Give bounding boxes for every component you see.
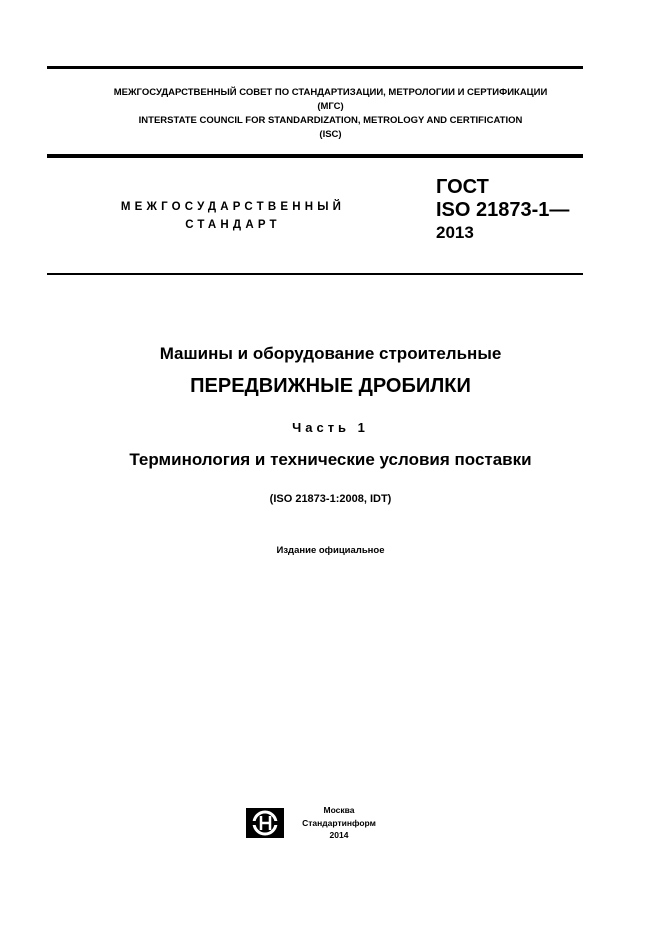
standard-number: ISO 21873-1— [436,199,570,221]
publisher-year: 2014 [329,830,349,840]
council-name-ru: МЕЖГОСУДАРСТВЕННЫЙ СОВЕТ ПО СТАНДАРТИЗАЦИИ, МЕТРОЛОГИИ И СЕРТИФИКАЦИИ [113,87,548,98]
publisher-city: Москва [323,805,355,815]
gost-label: ГОСТ [436,176,489,198]
top-rule [47,66,583,69]
standard-year: 2013 [436,223,474,242]
standard-type [78,198,388,234]
standartinform-logo-icon [246,808,284,838]
council-abbr-ru: (МГС) [317,101,344,112]
title-main: ПЕРЕДВИЖНЫЕ ДРОБИЛКИ [190,375,471,397]
designation-divider [47,273,583,275]
standard-type-line2: СТАНДАРТ [185,219,281,231]
title-part: Часть 1 [292,420,369,435]
council-header [0,86,661,142]
standard-type-line1: МЕЖГОСУДАРСТВЕННЫЙ [120,201,346,213]
standard-designation [436,176,569,244]
iso-reference: (ISO 21873-1:2008, IDT) [269,493,392,505]
edition-note: Издание официальное [276,545,385,556]
council-name-en: INTERSTATE COUNCIL FOR STANDARDIZATION, METROLOGY AND CERTIFICATION [138,115,523,126]
publisher-block [293,804,385,842]
title-subtitle: Терминология и технические условия поставки [129,450,532,469]
header-divider [47,154,583,158]
title-category: Машины и оборудование строительные [159,344,502,363]
council-abbr-en: (ISC) [319,129,342,140]
publisher-name: Стандартинформ [302,817,376,828]
